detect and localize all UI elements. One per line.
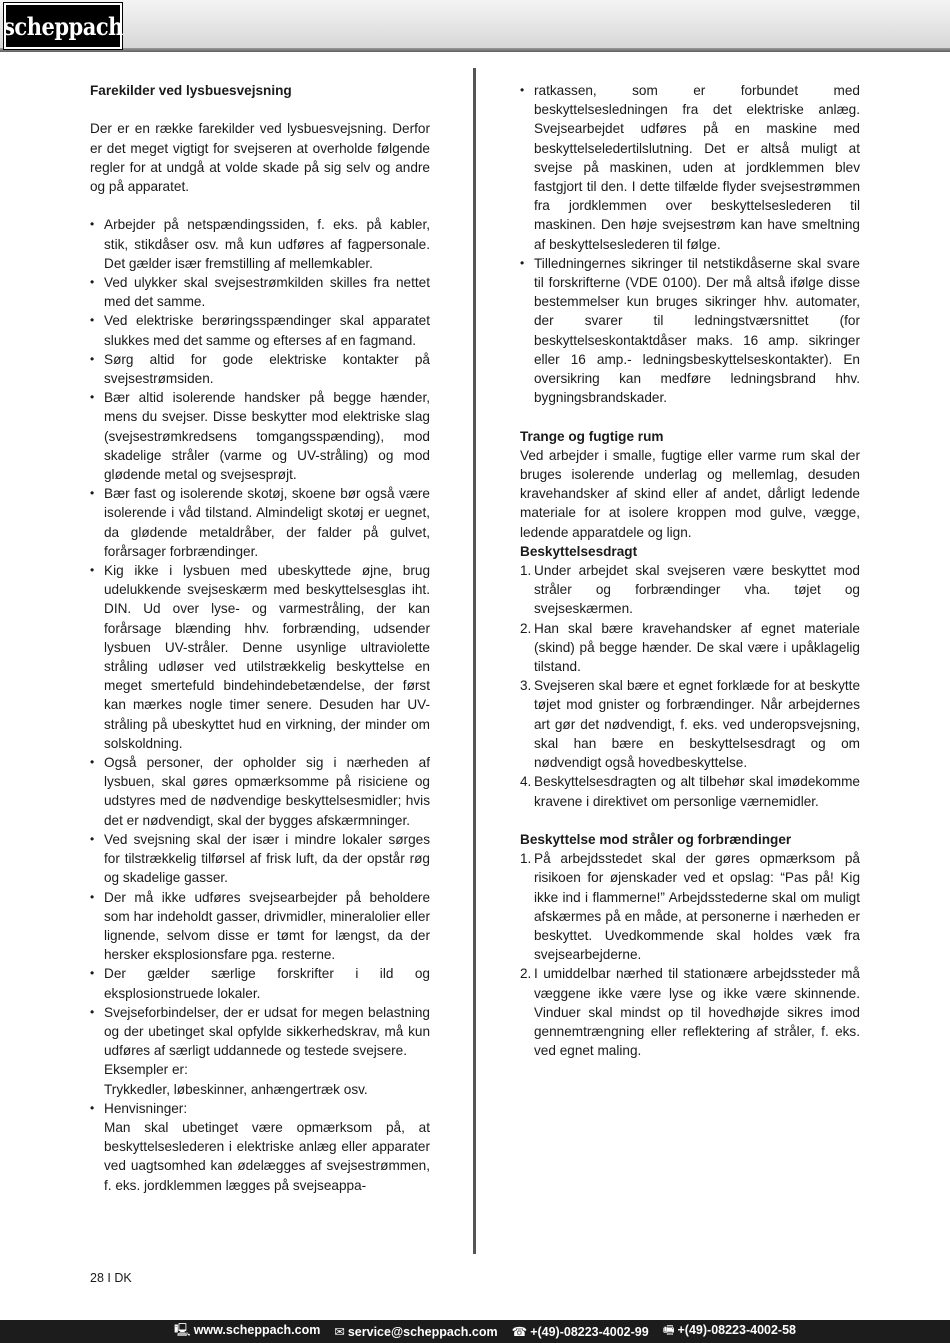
references-label: • Henvisninger: bbox=[104, 1100, 188, 1116]
header-rule bbox=[0, 48, 950, 52]
list-item-references bbox=[90, 1099, 430, 1195]
scheppach-logo bbox=[4, 3, 122, 49]
list-item: • Ved svejsning skal der især i mindre lokaler sørges for tilstrækkelig tilførsel af frisk luft, da der opstår røg og skadelige gasser. bbox=[90, 830, 430, 888]
footer-bar bbox=[0, 1320, 950, 1343]
list-item: 1. Under arbejdet skal svejseren være beskyttet mod stråler og forbrændinger vha. tøjet og svejseskærmen. bbox=[520, 563, 860, 617]
page-number: 28 I DK bbox=[90, 1271, 132, 1285]
list-item-welding bbox=[90, 1003, 430, 1099]
radiation-list bbox=[520, 849, 860, 1060]
continuation-text: ratkassen, som er forbundet med beskyttelsesledningen fra det elektriske anlæg. Svejsearbejdet udføres på en maskine med beskyttelseledertilslutning. Det er altså muligt at svejse på maskinen, uden at jordklemmen blev fastgjort til den. I dette tilfælde flyder svejsestrømmen fra jordklemmen over beskyttelseslederen til maskinen. Den høje svejsestrøm kan have smeltning af beskyttelseslederen til følge. bbox=[534, 83, 860, 252]
computer-icon: 🖳 bbox=[174, 1323, 191, 1337]
list-item: • Der må ikke udføres svejsearbejder på beholdere som har indeholdt gasser, drivmidler, mineralolier eller lignende, selvom disse er tømt for længst, da der hersker eksplosionsfare pga. resterne. bbox=[90, 888, 430, 965]
examples-text: Trykkedler, løbeskinner, anhængertræk osv. bbox=[104, 1081, 368, 1097]
references-text: Man skal ubetinget være opmærksom på, at beskyttelseslederen i elektriske anlæg eller apparater ved uagtsomhed kan ødelægges af svejsestrømmen, f. eks. jordklemmen lægges på svejseappa- bbox=[104, 1119, 430, 1193]
list-item: • Også personer, der opholder sig i nærheden af lysbuen, skal gøres opmærksomme på risiciene og udstyres med de nødvendige beskyttelsesmidler; hvis det er nødvendigt, skal der bygges afskærmninger. bbox=[90, 753, 430, 830]
examples-label: Eksempler er: bbox=[104, 1062, 188, 1078]
welding-text: • Svejseforbindelser, der er udsat for megen belastning og der ubetinget skal opfylde sikkerhedskrav, må kun udføres af særligt uddannede og testede svejsere. bbox=[104, 1004, 430, 1059]
footer-web[interactable]: 🖳 www.scheppach.com bbox=[174, 1323, 321, 1337]
hazards-intro: Der er en række farekilder ved lysbuesvejsning. Derfor er det meget vigtigt for svejseren at overholde følgende regler for at undgå at volde skade på sig selv og andre og på apparatet. bbox=[90, 121, 430, 194]
list-item: • Ved elektriske berøringsspændinger skal apparatet slukkes med det samme og efterses af en fagmand. bbox=[90, 311, 430, 349]
list-item-fuses: • Tilledningernes sikringer til netstikdåserne skal svare til forskrifterne (VDE 0100). Der må altså ifølge disse bestemmelser kun bruges sikringer hhv. automater, der svarer til ledningstværsnittet (for beskyttelseskontaktdåser maks. 16 amp. sikringer eller 16 amp.- ledningsbeskyttelseskontakter). En oversikring kan medføre ledningsbrand hhv. bygningsbrandskader. bbox=[520, 254, 860, 408]
list-item: • Der gælder særlige forskrifter i ild og eksplosionstruede lokaler. bbox=[90, 964, 430, 1002]
clothing-list bbox=[520, 561, 860, 811]
list-item: • Bær altid isolerende handsker på begge hænder, mens du svejser. Disse beskytter mod elektriske slag (svejsestrømkredsens tomgangsspænding), mod skadelige stråler (varme og UV-stråling) og mod glødende metal og svejsesprøjt. bbox=[90, 388, 430, 484]
list-item: 1. På arbejdsstedet skal der gøres opmærksom på risikoen for øjenskader ved et opslag: “Pas på! Kig ikke ind i flammerne!” Arbejdsstederne skal om muligt afskærmes på en måde, at personerne i nærheden er beskyttet. Uvedkommende skal holdes væk fra svejsearbejderne. bbox=[520, 851, 860, 963]
list-item-continuation bbox=[520, 81, 860, 254]
list-item: 4. Beskyttelsesdragten og alt tilbehør skal imødekomme kravene i direktivet om personlige værnemidler. bbox=[520, 774, 860, 809]
column-divider bbox=[473, 68, 476, 1254]
list-item: 3. Svejseren skal bære et egnet forklæde for at beskytte tøjet mod gnister og forbrændinger. Når arbejdernes art gør det nødvendigt, f. eks. ved underopsvejsning, skal han bære en beskyttelsesdragt og om nødvendigt også hovedbeskyttelse. bbox=[520, 678, 860, 771]
footer-phone: ☎ +(49)-08223-4002-99 bbox=[511, 1325, 649, 1339]
list-item: • Ved ulykker skal svejsestrømkilden skilles fra nettet med det samme. bbox=[90, 273, 430, 311]
right-list bbox=[520, 81, 860, 407]
clothing-heading: Beskyttelsesdragt bbox=[520, 543, 638, 559]
header-band bbox=[0, 0, 950, 50]
hazards-heading: Farekilder ved lysbuesvejsning bbox=[90, 83, 292, 98]
mail-icon: ✉ bbox=[334, 1325, 345, 1339]
radiation-heading: Beskyttelse mod stråler og forbrændinger bbox=[520, 831, 792, 847]
list-item: • Arbejder på netspændingssiden, f. eks. på kabler, stik, stikdåser osv. må kun udføres af fagpersonale. Det gælder især fremstilling af mellemkabler. bbox=[90, 215, 430, 273]
footer-fax: 🖷 +(49)-08223-4002-58 bbox=[662, 1323, 796, 1337]
fax-icon: 🖷 bbox=[662, 1323, 675, 1337]
list-item: 2. Han skal bære kravehandsker af egnet materiale (skind) på begge hænder. De skal være i upåklagelig tilstand. bbox=[520, 620, 860, 675]
narrow-rooms-text: Ved arbejder i smalle, fugtige eller varme rum skal der bruges isolerende underlag og mellemlag, desuden kravehandsker af skind eller af andet, dårligt ledende materiale for at isolere kroppen mod gulve, vægge, ledende apparatdele og lign. bbox=[520, 447, 860, 540]
left-column bbox=[90, 81, 430, 1195]
logo-text: scheppach bbox=[3, 11, 123, 41]
list-item: 2. I umiddelbar nærhed til stationære arbejdssteder må væggene ikke være lyse og ikke være skinnende. Vinduer skal mindst op til hovedhøjde sikres imod gennemtrængning eller reflektering af stråler, f. eks. ved egnet maling. bbox=[520, 966, 860, 1059]
right-column bbox=[520, 81, 860, 1060]
list-item: • Sørg altid for gode elektriske kontakter på svejsestrømsiden. bbox=[90, 350, 430, 388]
footer-email[interactable]: ✉ service@scheppach.com bbox=[334, 1325, 498, 1339]
list-item: • Bær fast og isolerende skotøj, skoene bør også være isolerende i våd tilstand. Almindeligt skotøj er uegnet, da glødende metaldråber, der falder på gulvet, forårsager forbrændinger. bbox=[90, 484, 430, 561]
narrow-rooms-heading: Trange og fugtige rum bbox=[520, 428, 664, 444]
hazards-list bbox=[90, 215, 430, 1194]
phone-icon: ☎ bbox=[511, 1325, 528, 1339]
list-item: • Kig ikke i lysbuen med ubeskyttede øjne, brug udelukkende svejseskærm med beskyttelsesglas iht. DIN. Ud over lyse- og varmestråling, der kan forårsage blænding hhv. forbrænding, udsender lysbuen UV-stråler. Denne usynlige ultraviolette stråling udløser ved utilstrækkelig beskyttelse en meget smertefuld bindehindebetændelse, der først kan mærkes nogle timer senere. Desuden har UV-stråling på ubeskyttet hud en virkning, der minder om solskoldning. bbox=[90, 561, 430, 753]
